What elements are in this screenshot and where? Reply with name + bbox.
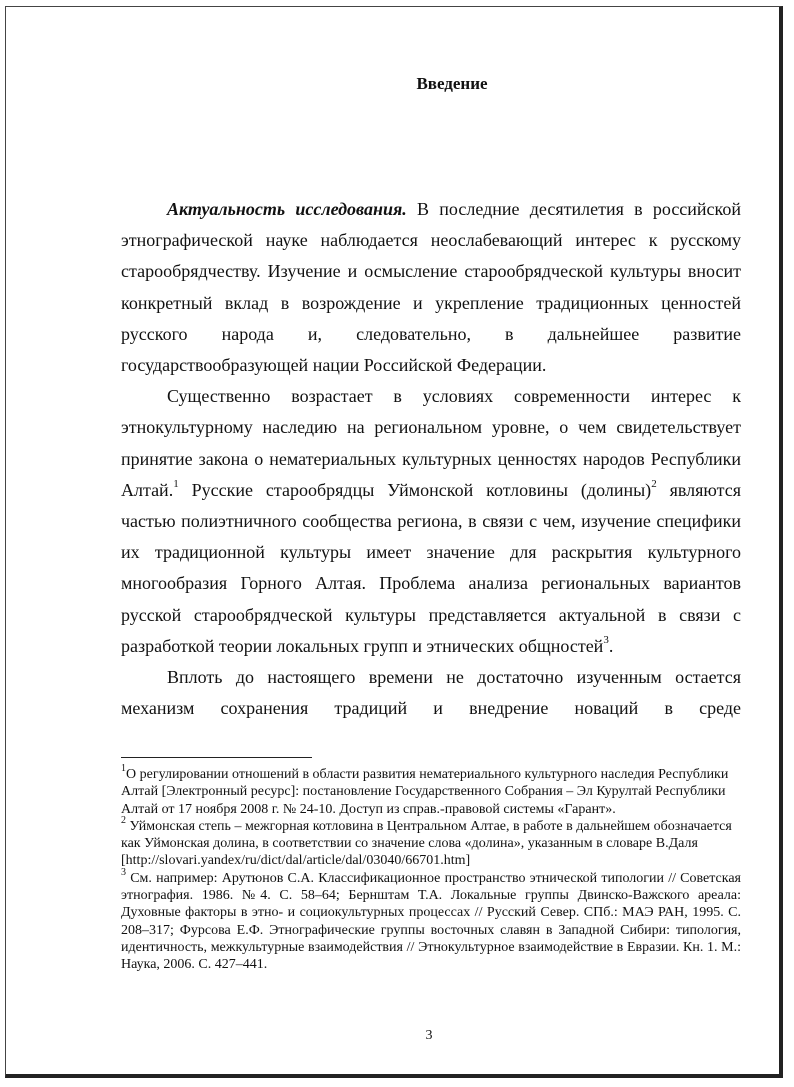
main-text xyxy=(121,194,741,724)
page-number: 3 xyxy=(425,1028,433,1043)
paragraph-3: Вплоть до настоящего времени не достаточно изученным остается механизм сохранения традиций и внедрение новаций в среде xyxy=(121,667,741,719)
footnote-ref-2[interactable]: 2 xyxy=(651,477,657,490)
footnote-separator xyxy=(121,757,312,758)
paragraph-2 xyxy=(121,381,741,662)
footnote-3-text: См. например: Арутюнов С.А. Классификационное пространство этнической типологии // Советская этнография. 1986. №4. С. 58–64; Бернштам Т.А. Локальные группы Двинско-Важского ареала: Духовные факторы в этно- и социокультурных процессах // Русский Север. СПб.: МАЭ РАН, 1995. С. 208–317; Фурсова Е.Ф. Этнографические группы восточных славян в Западной Сибири: типология, идентичность, межкультурные взаимодействия // Этнокультурное взаимодействие в Евразии. Кн. 1. М.: Наука, 2006. С. 427–441. xyxy=(121,870,741,973)
footnotes xyxy=(121,763,741,974)
paragraph-2-part-2: Русские старообрядцы Уймонской котловины (долины) xyxy=(178,479,652,500)
paragraph-2-part-1: Существенно возрастает в условиях современности интерес к этнокультурному наследию на региональном уровне, о чем свидетельствует принятие закона о нематериальных культурных ценностях народов Республики Алтай. xyxy=(121,386,741,500)
paragraph-2-part-3: являются частью полиэтничного сообщества региона, в связи с чем, изучение специфики их традиционной культуры имеет значение для раскрытия культурного многообразия Горного Алтая. Проблема анализа региональных вариантов русской старообрядческой культуры представляется актуальной в связи с разработкой теории локальных групп и этнических общностей xyxy=(121,479,741,656)
footnote-2 xyxy=(121,815,741,870)
footnote-3-number: 3 xyxy=(121,867,126,879)
footnote-ref-3[interactable]: 3 xyxy=(603,633,609,646)
paragraph-1 xyxy=(121,194,741,381)
section-title: Введение xyxy=(416,74,488,93)
footnote-1-text: О регулировании отношений в области развития нематериального культурного наследия Республики Алтай [Электронный ресурс]: постановление Государственного Собрания – Эл Курултай Республики Алтай от 17 ноября 2008 г. № 24-10. Доступ из справ.-правовой системы «Гарант». xyxy=(121,767,729,817)
footnote-1-number: 1 xyxy=(121,763,126,775)
footnote-ref-1[interactable]: 1 xyxy=(173,477,179,490)
footnote-3 xyxy=(121,867,741,974)
paragraph-1-text: В последние десятилетия в российской этнографической науке наблюдается неослабевающий интерес к русскому старообрядчеству. Изучение и осмысление старообрядческой культуры вносит конкретный вклад в возрождение и укрепление традиционных ценностей русского народа и, следовательно, в дальнейшее развитие государствообразующей нации Российской Федерации. xyxy=(121,199,742,376)
footnote-2-text: Уймонская степь – межгорная котловина в Центральном Алтае, в работе в дальнейшем обозначается как Уймонская долина, в соответствии со значение слова «долина», указанным в словаре В.Даля [http://slovari.yandex/ru/dict/dal/article/dal/03040/66701.htm] xyxy=(121,818,732,869)
paragraph-lead: Актуальность исследования. xyxy=(167,199,407,219)
footnote-1 xyxy=(121,763,741,818)
paragraph-2-part-4: . xyxy=(608,635,614,656)
footnote-2-number: 2 xyxy=(121,815,126,827)
